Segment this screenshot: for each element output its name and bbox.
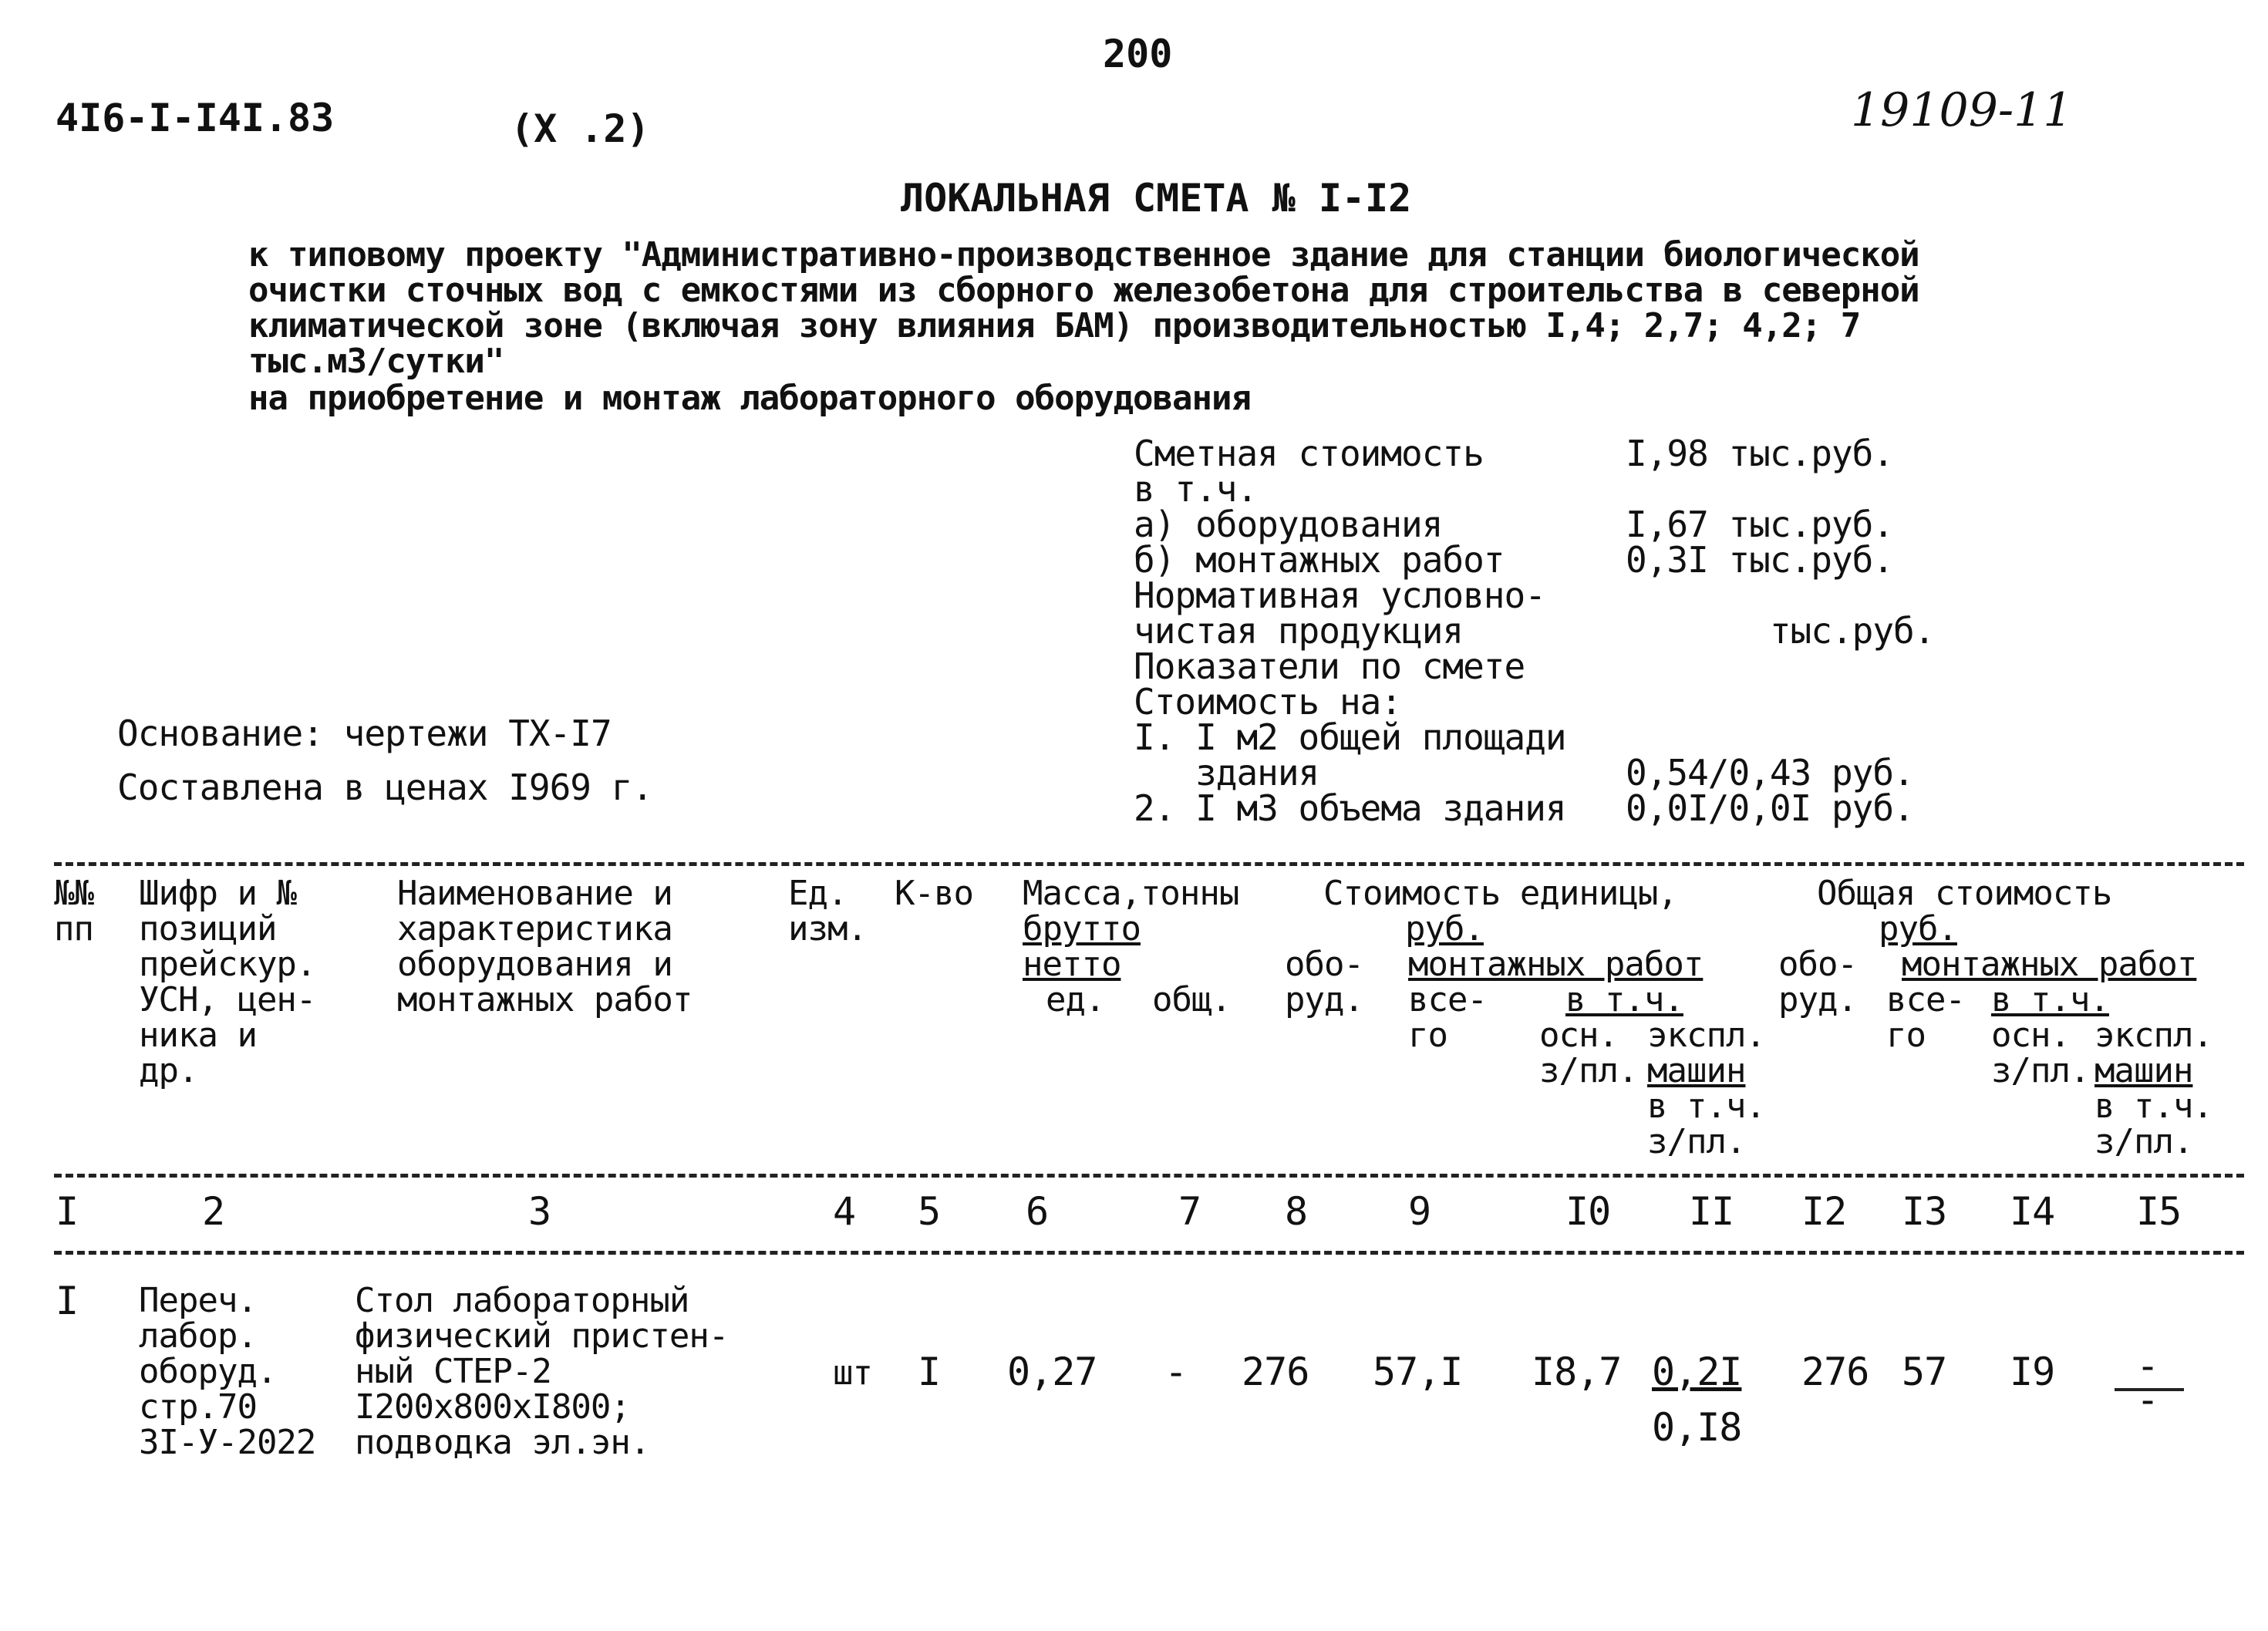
header-total-incl: в т.ч. [1991,980,2109,1019]
summary-label: в т.ч. [1134,468,1258,510]
description-line-2: очистки сточных вод с емкостями из сборного железобетона для строительства в северной [248,271,1919,310]
header-unit-total: все- го [1408,980,1487,1055]
description-line-1: к типовому проекту "Административно-производственное здание для станции биологической [248,235,1919,275]
summary-label: б) монтажных работ [1134,539,1505,581]
column-number: I3 [1902,1189,1947,1234]
row-total-base-wage: I9 [2010,1350,2055,1394]
description-line-3: климатической зоне (включая зону влияния БАМ) производительностью I,4; 2,7; 4,2; 7 [248,306,1861,345]
header-mass-unit: ед. [1046,980,1105,1019]
column-number: 3 [528,1189,551,1234]
row-unit-machines-wage: 0,I8 [1652,1405,1742,1450]
summary-label: 2. I м3 объема здания [1134,787,1566,829]
table-top-divider [54,862,2244,866]
summary-label: Стоимость на: [1134,681,1402,723]
header-total-cost: Общая стоимость [1817,874,2112,913]
header-total-all: все- го [1886,980,1965,1055]
column-number: I [56,1189,79,1234]
header-col-2: Шифр и № позиций прейскур. УСН, цен- ника и др. [139,874,316,1090]
header-unit-machines: экспл. [1647,1016,1765,1055]
header-mass: Масса,тонны [1023,874,1239,913]
header-total-installation: монтажных работ [1902,945,2197,984]
column-number: 5 [918,1189,941,1234]
header-unit-incl: в т.ч. [1565,980,1683,1019]
header-total-cost-rub: руб. [1879,909,1957,949]
header-total-machines: экспл. [2094,1016,2212,1055]
header-col-5: К-во [895,874,973,913]
document-title: ЛОКАЛЬНАЯ СМЕТА № I-I2 [901,176,1412,221]
row-code: Переч. лабор. оборуд. стр.70 3I-У-2022 [139,1281,316,1462]
row-mass-unit: 0,27 [1007,1350,1097,1394]
summary-value: I,67 тыс.руб. [1626,504,1894,545]
column-number: 7 [1178,1189,1201,1234]
row-total-equipment: 276 [1801,1350,1869,1394]
header-total-machines-wage: в т.ч. з/пл. [2094,1087,2212,1161]
basis-text: Основание: чертежи ТХ-I7 [117,713,612,754]
row-unit: шт [833,1353,872,1393]
page-number: 200 [1103,32,1173,76]
header-unit-base-wage: осн. з/пл. [1539,1016,1638,1090]
column-number: 9 [1408,1189,1431,1234]
summary-value: тыс.руб. [1626,610,1935,652]
document-code: 4I6-I-I4I.83 [56,96,335,140]
header-total-base-wage: осн. з/пл. [1991,1016,2090,1090]
header-unit-cost: Стоимость единицы, [1323,874,1677,913]
row-unit-machines: 0,2I [1652,1350,1742,1394]
row-total-machines: - [2136,1343,2159,1388]
column-number: I2 [1801,1189,1847,1234]
column-number-divider [54,1251,2244,1255]
header-brutto: брутто [1023,909,1141,949]
row-total-installation: 57 [1902,1350,1947,1394]
column-number: 4 [833,1189,856,1234]
header-col-1: №№ пп [54,874,93,949]
summary-value: 0,54/0,43 руб. [1626,752,1914,794]
summary-label: Нормативная условно- [1134,575,1545,616]
summary-label: Сметная стоимость [1134,433,1484,474]
prices-text: Составлена в ценах I969 г. [117,767,653,808]
row-number: I [56,1279,79,1323]
row-unit-installation: 57,I [1373,1350,1463,1394]
column-number: II [1689,1189,1734,1234]
header-col-4: Ед. изм. [788,874,867,949]
summary-label: Показатели по смете [1134,645,1525,687]
column-number: I5 [2136,1189,2182,1234]
header-unit-machines-2: машин [1647,1051,1746,1090]
column-number: 6 [1026,1189,1049,1234]
column-number: 2 [202,1189,225,1234]
column-number: 8 [1285,1189,1308,1234]
header-netto: нетто [1023,945,1121,984]
row-unit-equipment: 276 [1242,1350,1309,1394]
summary-label: чистая продукция [1134,610,1464,652]
row-quantity: I [918,1350,941,1394]
header-col-3: Наименование и характеристика оборудования и монтажных работ [397,874,693,1019]
header-total-machines-2: машин [2094,1051,2193,1090]
header-mass-total: общ. [1152,980,1231,1019]
row-total-machines-wage: - [2136,1377,2159,1422]
header-unit-equipment: обо- руд. [1285,945,1363,1019]
summary-value: I,98 тыс.руб. [1626,433,1894,474]
row-mass-total: - [1164,1350,1188,1394]
header-unit-machines-wage: в т.ч. з/пл. [1647,1087,1765,1161]
handwritten-number: 19109-11 [1851,83,2073,137]
header-total-equipment: обо- руд. [1778,945,1857,1019]
header-unit-installation: монтажных работ [1408,945,1704,984]
description-line-5: на приобретение и монтаж лабораторного оборудования [248,379,1252,418]
header-divider [54,1174,2244,1178]
summary-label: I. I м2 общей площади [1134,716,1566,758]
document-suffix: (X .2) [511,106,650,151]
summary-value: 0,3I тыс.руб. [1626,539,1894,581]
column-number: I0 [1565,1189,1611,1234]
summary-value: 0,0I/0,0I руб. [1626,787,1914,829]
summary-label: а) оборудования [1134,504,1443,545]
summary-label: здания [1134,752,1319,794]
header-unit-cost-rub: руб. [1405,909,1484,949]
column-number: I4 [2010,1189,2055,1234]
description-line-4: тыс.м3/сутки" [248,342,504,381]
row-name: Стол лабораторный физический пристен- ный СТЕР-2 I200x800xI800; подводка эл.эн. [355,1281,729,1462]
row-unit-base-wage: I8,7 [1532,1350,1622,1394]
